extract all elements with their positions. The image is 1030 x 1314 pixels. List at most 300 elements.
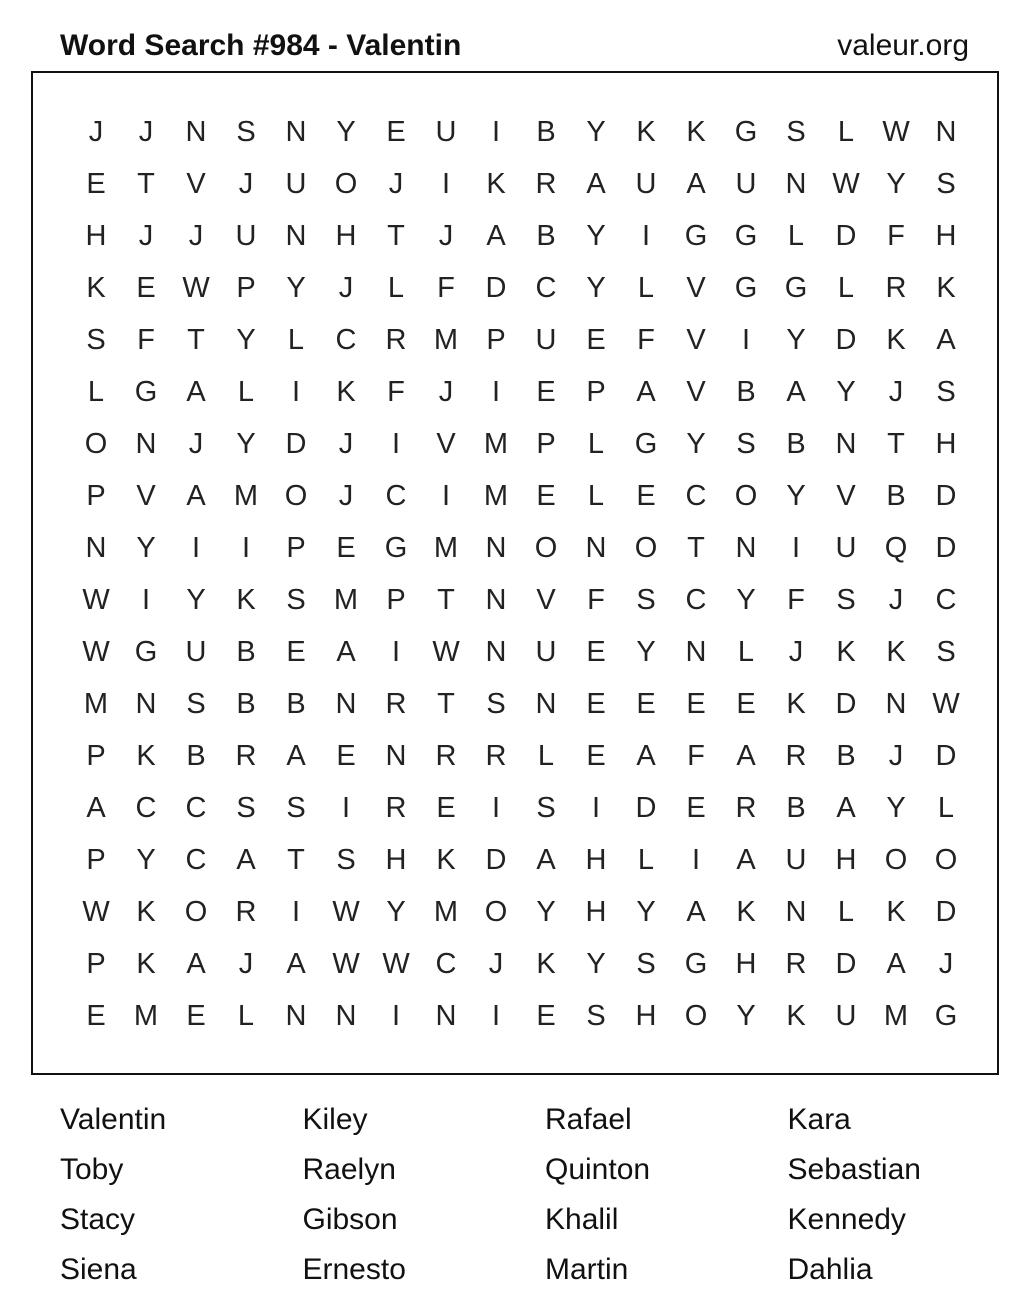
grid-letter: M bbox=[883, 1000, 909, 1032]
grid-letter: N bbox=[385, 740, 407, 772]
grid-letter: N bbox=[685, 636, 707, 668]
grid-letter: M bbox=[333, 584, 359, 616]
grid-letter: I bbox=[391, 428, 401, 460]
grid-letter: O bbox=[484, 896, 508, 928]
grid-letter: P bbox=[86, 740, 106, 772]
grid-letter: E bbox=[86, 1000, 106, 1032]
grid-letter: D bbox=[835, 324, 857, 356]
grid-letter: L bbox=[637, 272, 655, 304]
grid-letter: E bbox=[336, 532, 356, 564]
grid-letter: L bbox=[537, 740, 555, 772]
grid-letter: K bbox=[236, 584, 256, 616]
grid-letter: D bbox=[835, 220, 857, 252]
grid-letter: N bbox=[785, 896, 807, 928]
word-list-item: Raelyn bbox=[302, 1153, 396, 1186]
grid-letter: U bbox=[235, 220, 257, 252]
grid-letter: R bbox=[885, 272, 907, 304]
grid-letter: D bbox=[935, 740, 957, 772]
grid-letter: K bbox=[436, 844, 456, 876]
grid-letter: L bbox=[237, 376, 255, 408]
grid-letter: W bbox=[832, 168, 860, 200]
grid-letter: E bbox=[536, 376, 556, 408]
grid-letter: M bbox=[433, 532, 459, 564]
grid-letter: G bbox=[384, 532, 408, 564]
grid-letter: N bbox=[285, 116, 307, 148]
grid-letter: D bbox=[485, 844, 507, 876]
grid-letter: N bbox=[835, 428, 857, 460]
site-name: valeur.org bbox=[837, 29, 969, 62]
grid-letter: Y bbox=[586, 220, 606, 252]
grid-letter: W bbox=[882, 116, 910, 148]
grid-letter: H bbox=[85, 220, 107, 252]
grid-letter: E bbox=[636, 688, 656, 720]
grid-letter: I bbox=[341, 792, 351, 824]
grid-letter: Y bbox=[136, 532, 156, 564]
grid-letter: C bbox=[135, 792, 157, 824]
grid-letter: O bbox=[884, 844, 908, 876]
grid-letter: K bbox=[536, 948, 556, 980]
grid-letter: A bbox=[336, 636, 356, 668]
grid-letter: Y bbox=[586, 116, 606, 148]
grid-letter: I bbox=[491, 376, 501, 408]
grid-letter: M bbox=[83, 688, 109, 720]
grid-letter: O bbox=[334, 168, 358, 200]
grid-letter: E bbox=[536, 1000, 556, 1032]
grid-letter: B bbox=[286, 688, 306, 720]
grid-letter: N bbox=[135, 688, 157, 720]
grid-letter: T bbox=[137, 168, 155, 200]
grid-letter: P bbox=[286, 532, 306, 564]
grid-letter: U bbox=[285, 168, 307, 200]
grid-letter: H bbox=[585, 896, 607, 928]
grid-letter: H bbox=[735, 948, 757, 980]
grid-letter: H bbox=[935, 220, 957, 252]
grid-letter: T bbox=[287, 844, 305, 876]
grid-letter: L bbox=[837, 116, 855, 148]
grid-letter: C bbox=[535, 272, 557, 304]
grid-letter: A bbox=[586, 168, 606, 200]
grid-letter: J bbox=[188, 428, 204, 460]
grid-letter: Y bbox=[586, 948, 606, 980]
grid-letter: U bbox=[535, 324, 557, 356]
grid-letter: P bbox=[486, 324, 506, 356]
grid-letter: P bbox=[386, 584, 406, 616]
grid-letter: R bbox=[735, 792, 757, 824]
grid-letter: V bbox=[686, 376, 706, 408]
grid-letter: J bbox=[188, 220, 204, 252]
grid-letter: L bbox=[587, 480, 605, 512]
grid-letter: N bbox=[585, 532, 607, 564]
word-list-item: Kennedy bbox=[787, 1203, 906, 1236]
grid-letter: B bbox=[736, 376, 756, 408]
grid-letter: O bbox=[284, 480, 308, 512]
grid-letter: H bbox=[385, 844, 407, 876]
grid-letter: J bbox=[388, 168, 404, 200]
grid-letter: R bbox=[235, 740, 257, 772]
grid-letter: G bbox=[734, 220, 758, 252]
grid-letter: W bbox=[332, 948, 360, 980]
grid-letter: Y bbox=[286, 272, 306, 304]
grid-letter: J bbox=[438, 376, 454, 408]
grid-letter: K bbox=[686, 116, 706, 148]
grid-letter: I bbox=[291, 896, 301, 928]
grid-letter: C bbox=[335, 324, 357, 356]
grid-letter: B bbox=[186, 740, 206, 772]
grid-letter: R bbox=[435, 740, 457, 772]
grid-letter: J bbox=[238, 948, 254, 980]
grid-letter: R bbox=[535, 168, 557, 200]
grid-letter: N bbox=[535, 688, 557, 720]
grid-letter: D bbox=[935, 480, 957, 512]
puzzle-box bbox=[31, 71, 999, 1075]
grid-letter: P bbox=[586, 376, 606, 408]
grid-letter: L bbox=[837, 896, 855, 928]
grid-letter: E bbox=[136, 272, 156, 304]
grid-letter: U bbox=[735, 168, 757, 200]
grid-letter: K bbox=[786, 1000, 806, 1032]
grid-letter: L bbox=[237, 1000, 255, 1032]
grid-letter: Y bbox=[386, 896, 406, 928]
grid-letter: K bbox=[136, 740, 156, 772]
grid-letter: O bbox=[934, 844, 958, 876]
grid-letter: Y bbox=[686, 428, 706, 460]
grid-letter: M bbox=[433, 896, 459, 928]
grid-letter: S bbox=[336, 844, 356, 876]
grid-letter: U bbox=[785, 844, 807, 876]
grid-letter: A bbox=[86, 792, 106, 824]
grid-letter: E bbox=[636, 480, 656, 512]
grid-letter: K bbox=[786, 688, 806, 720]
grid-letter: N bbox=[735, 532, 757, 564]
grid-letter: L bbox=[787, 220, 805, 252]
grid-letter: N bbox=[285, 1000, 307, 1032]
grid-letter: O bbox=[84, 428, 108, 460]
grid-letter: I bbox=[591, 792, 601, 824]
grid-letter: E bbox=[386, 116, 406, 148]
grid-letter: L bbox=[387, 272, 405, 304]
grid-letter: V bbox=[536, 584, 556, 616]
grid-letter: S bbox=[786, 116, 806, 148]
grid-letter: F bbox=[637, 324, 655, 356]
grid-letter: U bbox=[635, 168, 657, 200]
grid-letter: I bbox=[291, 376, 301, 408]
grid-letter: D bbox=[935, 532, 957, 564]
grid-letter: G bbox=[734, 272, 758, 304]
grid-letter: A bbox=[186, 480, 206, 512]
grid-letter: Y bbox=[136, 844, 156, 876]
grid-letter: A bbox=[536, 844, 556, 876]
grid-letter: D bbox=[835, 688, 857, 720]
word-list-item: Valentin bbox=[60, 1103, 167, 1136]
grid-letter: P bbox=[536, 428, 556, 460]
grid-letter: N bbox=[185, 116, 207, 148]
grid-letter: Y bbox=[786, 324, 806, 356]
grid-letter: Y bbox=[736, 1000, 756, 1032]
grid-letter: K bbox=[136, 896, 156, 928]
grid-letter: S bbox=[536, 792, 556, 824]
word-list-item: Toby bbox=[60, 1153, 124, 1186]
word-list-item: Siena bbox=[60, 1253, 137, 1286]
grid-letter: Y bbox=[236, 324, 256, 356]
grid-letter: T bbox=[887, 428, 905, 460]
grid-letter: N bbox=[485, 636, 507, 668]
grid-letter: W bbox=[82, 584, 110, 616]
grid-letter: N bbox=[785, 168, 807, 200]
grid-letter: N bbox=[485, 532, 507, 564]
grid-letter: H bbox=[585, 844, 607, 876]
grid-letter: E bbox=[536, 480, 556, 512]
grid-letter: I bbox=[441, 480, 451, 512]
grid-letter: A bbox=[486, 220, 506, 252]
grid-letter: E bbox=[186, 1000, 206, 1032]
word-list-item: Gibson bbox=[302, 1203, 398, 1236]
grid-letter: S bbox=[586, 1000, 606, 1032]
grid-letter: C bbox=[935, 584, 957, 616]
grid-letter: A bbox=[736, 844, 756, 876]
grid-letter: C bbox=[185, 792, 207, 824]
grid-letter: E bbox=[336, 740, 356, 772]
grid-letter: H bbox=[835, 844, 857, 876]
word-list-item: Dahlia bbox=[787, 1253, 873, 1286]
grid-letter: A bbox=[936, 324, 956, 356]
grid-letter: F bbox=[137, 324, 155, 356]
grid-letter: J bbox=[338, 428, 354, 460]
grid-letter: C bbox=[685, 584, 707, 616]
grid-letter: G bbox=[684, 220, 708, 252]
grid-letter: M bbox=[433, 324, 459, 356]
grid-letter: S bbox=[636, 584, 656, 616]
grid-letter: I bbox=[491, 1000, 501, 1032]
grid-letter: M bbox=[133, 1000, 159, 1032]
grid-letter: V bbox=[136, 480, 156, 512]
grid-letter: D bbox=[835, 948, 857, 980]
grid-letter: Y bbox=[636, 896, 656, 928]
grid-letter: K bbox=[886, 896, 906, 928]
grid-letter: Q bbox=[884, 532, 908, 564]
grid-letter: T bbox=[437, 584, 455, 616]
grid-letter: J bbox=[88, 116, 104, 148]
grid-letter: K bbox=[636, 116, 656, 148]
grid-letter: B bbox=[236, 688, 256, 720]
grid-letter: F bbox=[437, 272, 455, 304]
word-list-item: Quinton bbox=[545, 1153, 651, 1186]
grid-letter: F bbox=[687, 740, 705, 772]
grid-letter: O bbox=[684, 1000, 708, 1032]
grid-letter: J bbox=[138, 220, 154, 252]
grid-letter: S bbox=[836, 584, 856, 616]
grid-letter: Y bbox=[786, 480, 806, 512]
grid-letter: N bbox=[485, 584, 507, 616]
grid-letter: B bbox=[236, 636, 256, 668]
grid-letter: S bbox=[236, 116, 256, 148]
grid-letter: C bbox=[435, 948, 457, 980]
grid-letter: Y bbox=[886, 168, 906, 200]
word-list-item: Sebastian bbox=[787, 1153, 921, 1186]
grid-letter: N bbox=[935, 116, 957, 148]
grid-letter: R bbox=[235, 896, 257, 928]
letter-grid bbox=[71, 106, 971, 1042]
grid-letter: I bbox=[391, 1000, 401, 1032]
grid-letter: S bbox=[936, 636, 956, 668]
grid-letter: E bbox=[586, 636, 606, 668]
grid-letter: K bbox=[836, 636, 856, 668]
grid-letter: J bbox=[438, 220, 454, 252]
grid-letter: J bbox=[338, 272, 354, 304]
grid-letter: F bbox=[787, 584, 805, 616]
grid-letter: J bbox=[888, 376, 904, 408]
grid-letter: B bbox=[786, 792, 806, 824]
grid-letter: G bbox=[134, 636, 158, 668]
word-list-item: Rafael bbox=[545, 1103, 632, 1136]
grid-letter: I bbox=[491, 116, 501, 148]
grid-letter: W bbox=[382, 948, 410, 980]
grid-letter: A bbox=[686, 896, 706, 928]
grid-letter: K bbox=[736, 896, 756, 928]
grid-letter: K bbox=[86, 272, 106, 304]
grid-letter: A bbox=[636, 740, 656, 772]
grid-letter: S bbox=[286, 584, 306, 616]
grid-letter: V bbox=[436, 428, 456, 460]
grid-letter: G bbox=[934, 1000, 958, 1032]
grid-letter: W bbox=[82, 636, 110, 668]
grid-letter: U bbox=[185, 636, 207, 668]
grid-letter: Y bbox=[336, 116, 356, 148]
grid-letter: D bbox=[635, 792, 657, 824]
grid-letter: Y bbox=[236, 428, 256, 460]
grid-letter: O bbox=[184, 896, 208, 928]
word-list bbox=[60, 1095, 1030, 1295]
grid-letter: A bbox=[886, 948, 906, 980]
grid-letter: R bbox=[485, 740, 507, 772]
grid-letter: B bbox=[536, 116, 556, 148]
grid-letter: G bbox=[684, 948, 708, 980]
grid-letter: O bbox=[734, 480, 758, 512]
grid-letter: J bbox=[338, 480, 354, 512]
grid-letter: J bbox=[788, 636, 804, 668]
grid-letter: L bbox=[937, 792, 955, 824]
grid-letter: E bbox=[86, 168, 106, 200]
grid-letter: J bbox=[888, 584, 904, 616]
grid-letter: F bbox=[887, 220, 905, 252]
grid-letter: H bbox=[635, 1000, 657, 1032]
grid-letter: D bbox=[485, 272, 507, 304]
grid-letter: W bbox=[932, 688, 960, 720]
grid-letter: C bbox=[685, 480, 707, 512]
grid-letter: R bbox=[785, 740, 807, 772]
grid-letter: A bbox=[286, 948, 306, 980]
grid-letter: O bbox=[534, 532, 558, 564]
grid-letter: D bbox=[935, 896, 957, 928]
grid-letter: L bbox=[637, 844, 655, 876]
grid-letter: G bbox=[784, 272, 808, 304]
grid-letter: J bbox=[888, 740, 904, 772]
grid-letter: R bbox=[385, 688, 407, 720]
grid-letter: I bbox=[141, 584, 151, 616]
grid-letter: A bbox=[286, 740, 306, 772]
grid-letter: Y bbox=[636, 636, 656, 668]
grid-letter: B bbox=[536, 220, 556, 252]
grid-letter: S bbox=[186, 688, 206, 720]
grid-letter: B bbox=[786, 428, 806, 460]
grid-letter: P bbox=[86, 480, 106, 512]
grid-letter: A bbox=[186, 948, 206, 980]
grid-letter: A bbox=[686, 168, 706, 200]
grid-letter: S bbox=[486, 688, 506, 720]
grid-letter: S bbox=[936, 168, 956, 200]
grid-letter: Y bbox=[736, 584, 756, 616]
grid-letter: U bbox=[835, 532, 857, 564]
grid-letter: O bbox=[634, 532, 658, 564]
grid-letter: P bbox=[86, 948, 106, 980]
grid-letter: K bbox=[336, 376, 356, 408]
grid-letter: Y bbox=[586, 272, 606, 304]
grid-letter: I bbox=[741, 324, 751, 356]
grid-letter: I bbox=[691, 844, 701, 876]
grid-letter: N bbox=[135, 428, 157, 460]
grid-letter: R bbox=[385, 324, 407, 356]
grid-letter: H bbox=[935, 428, 957, 460]
grid-letter: G bbox=[734, 116, 758, 148]
grid-letter: J bbox=[138, 116, 154, 148]
grid-letter: I bbox=[191, 532, 201, 564]
grid-letter: N bbox=[335, 688, 357, 720]
grid-letter: W bbox=[432, 636, 460, 668]
grid-letter: J bbox=[938, 948, 954, 980]
grid-letter: W bbox=[82, 896, 110, 928]
grid-letter: K bbox=[136, 948, 156, 980]
grid-letter: H bbox=[335, 220, 357, 252]
grid-letter: V bbox=[836, 480, 856, 512]
grid-letter: T bbox=[187, 324, 205, 356]
grid-letter: B bbox=[836, 740, 856, 772]
grid-letter: I bbox=[491, 792, 501, 824]
word-list-item: Kiley bbox=[302, 1103, 368, 1136]
word-list-item: Martin bbox=[545, 1253, 629, 1286]
grid-letter: L bbox=[587, 428, 605, 460]
grid-letter: I bbox=[641, 220, 651, 252]
grid-letter: L bbox=[837, 272, 855, 304]
grid-letter: D bbox=[285, 428, 307, 460]
grid-letter: V bbox=[686, 272, 706, 304]
grid-letter: I bbox=[791, 532, 801, 564]
grid-letter: N bbox=[285, 220, 307, 252]
grid-letter: P bbox=[236, 272, 256, 304]
grid-letter: Y bbox=[886, 792, 906, 824]
grid-letter: Y bbox=[536, 896, 556, 928]
grid-letter: U bbox=[535, 636, 557, 668]
page-title: Word Search #984 - Valentin bbox=[60, 29, 462, 62]
grid-letter: E bbox=[586, 688, 606, 720]
grid-letter: E bbox=[686, 792, 706, 824]
grid-letter: K bbox=[936, 272, 956, 304]
grid-letter: V bbox=[686, 324, 706, 356]
grid-letter: T bbox=[687, 532, 705, 564]
grid-letter: F bbox=[387, 376, 405, 408]
grid-letter: J bbox=[238, 168, 254, 200]
grid-letter: P bbox=[86, 844, 106, 876]
grid-letter: G bbox=[134, 376, 158, 408]
grid-letter: M bbox=[483, 428, 509, 460]
grid-letter: A bbox=[786, 376, 806, 408]
grid-letter: U bbox=[435, 116, 457, 148]
grid-letter: L bbox=[287, 324, 305, 356]
grid-letter: F bbox=[587, 584, 605, 616]
word-list-item: Khalil bbox=[545, 1203, 619, 1236]
grid-letter: Y bbox=[836, 376, 856, 408]
grid-letter: N bbox=[335, 1000, 357, 1032]
grid-letter: C bbox=[385, 480, 407, 512]
grid-letter: S bbox=[286, 792, 306, 824]
